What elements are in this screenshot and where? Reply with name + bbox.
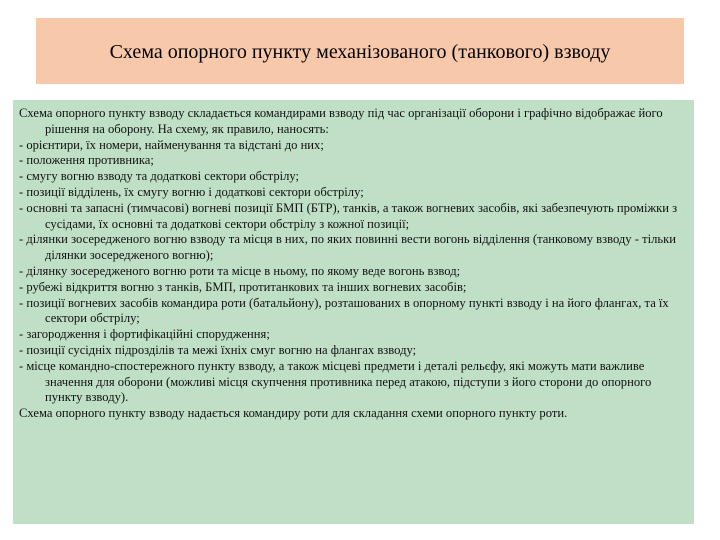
list-item-fire-opening-lines: - рубежі відкриття вогню з танків, БМП, протитанкових та інших вогневих засобів; (19, 279, 467, 294)
slide-title: Схема опорного пункту механізованого (танкового) взводу (109, 41, 611, 63)
slide-title-box (36, 18, 684, 84)
list-item-neighbor-positions: - позиції сусідніх підрозділів та межі їхніх смуг вогню на флангах взводу; (19, 342, 417, 357)
list-item-platoon-concentrated-fire: - ділянки зосередженого вогню взводу та місця в них, по яких повинні вести вогонь відділення (танковому взводу - тільки ділянки зосередженого вогню); (19, 232, 676, 263)
list-item-fire-zone: - смугу вогню взводу та додаткові сектори обстрілу; (19, 169, 300, 184)
closing-paragraph: Схема опорного пункту взводу надається командиру роти для складання схеми опорного пункту роти. (19, 406, 568, 421)
list-item-squad-positions: - позиції відділень, їх смугу вогню і додаткові сектори обстрілу; (19, 184, 364, 199)
list-item-company-concentrated-fire: - ділянку зосередженого вогню роти та місце в ньому, по якому веде вогонь взвод; (19, 263, 461, 278)
list-item-command-post: - місце командно-спостережного пункту взводу, а також місцеві предмети і деталі рельєфу, які можуть мати важливе значення для оборони (можливі місця скупчення противника перед атакою, підступи з його сторони до опорного пункту взводу). (19, 358, 652, 405)
list-item-fire-positions: - основні та запасні (тимчасові) вогневі позиції БМП (БТР), танків, а також вогневих засобів, які забезпечують проміжки з сусідами, їх основні та додаткові сектори обстрілу з кожної позиції; (19, 200, 678, 231)
intro-paragraph: Схема опорного пункту взводу складається командирами взводу під час організації оборони і графічно відображає його рішення на оборону. На схему, як правило, наносять: (19, 106, 663, 136)
list-item-landmarks: - орієнтири, їх номери, найменування та відстані до них; (19, 137, 324, 152)
slide-content-box (13, 100, 694, 524)
list-item-obstacles: - загородження і фортифікаційні спорудження; (19, 327, 270, 342)
list-item-enemy-position: - положення противника; (19, 153, 154, 168)
list-item-commander-fire-assets: - позиції вогневих засобів командира роти (батальйону), розташованих в опорному пункті взводу і на його флангах, та їх сектори обстрілу; (19, 295, 669, 326)
